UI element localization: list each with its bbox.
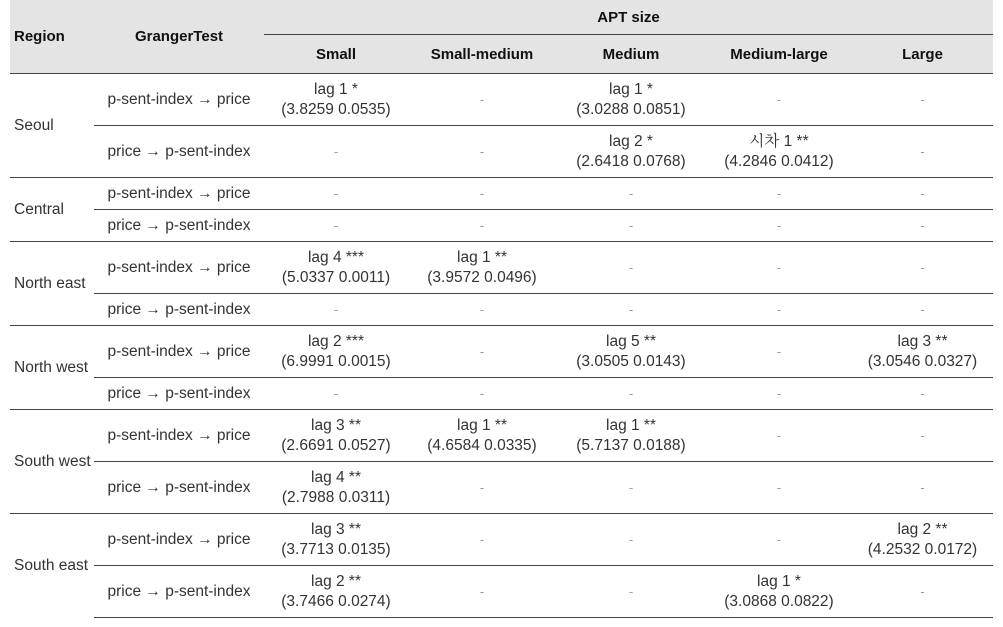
result-cell bbox=[408, 378, 556, 410]
granger-test-label: price → p-sent-index bbox=[94, 462, 264, 514]
f-stat-p-value: (3.7713 0.0135) bbox=[281, 540, 391, 558]
result-cell bbox=[556, 242, 706, 294]
result-cell bbox=[264, 74, 408, 126]
empty-dash: - bbox=[920, 427, 925, 443]
region-name: Central bbox=[10, 178, 94, 242]
lag-significance: lag 2 *** bbox=[307, 332, 364, 350]
result-cell bbox=[852, 210, 993, 242]
empty-dash: - bbox=[628, 531, 634, 547]
empty-dash: - bbox=[479, 343, 485, 359]
result-cell bbox=[706, 294, 852, 326]
table-row bbox=[10, 462, 993, 514]
result-cell bbox=[408, 514, 556, 566]
lag-significance: 시차 1 ** bbox=[749, 132, 809, 150]
table-row bbox=[10, 126, 993, 178]
result-cell bbox=[706, 326, 852, 378]
f-stat-p-value: (3.0868 0.0822) bbox=[724, 592, 834, 610]
lag-significance: lag 1 ** bbox=[457, 416, 507, 434]
result-cell bbox=[556, 126, 706, 178]
result-cell bbox=[408, 74, 556, 126]
result-cell bbox=[556, 178, 706, 210]
result-cell bbox=[264, 178, 408, 210]
empty-dash: - bbox=[776, 427, 782, 443]
table-row bbox=[10, 326, 993, 378]
empty-dash: - bbox=[628, 259, 634, 275]
table-row bbox=[10, 74, 993, 126]
result-cell bbox=[706, 514, 852, 566]
result-cell bbox=[264, 242, 408, 294]
granger-test-label: p-sent-index → price bbox=[94, 74, 264, 126]
granger-test-label: p-sent-index → price bbox=[94, 326, 264, 378]
result-cell bbox=[264, 566, 408, 618]
result-cell bbox=[556, 514, 706, 566]
header-apt-size: APT size bbox=[264, 0, 993, 35]
f-stat-p-value: (3.7466 0.0274) bbox=[281, 592, 391, 610]
lag-significance: lag 1 ** bbox=[606, 416, 656, 434]
result-cell bbox=[264, 210, 408, 242]
empty-dash: - bbox=[776, 385, 782, 401]
lag-significance: lag 3 ** bbox=[311, 520, 361, 538]
empty-dash: - bbox=[776, 301, 782, 317]
f-stat-p-value: (3.9572 0.0496) bbox=[427, 268, 537, 286]
result-cell bbox=[852, 462, 993, 514]
empty-dash: - bbox=[333, 217, 339, 233]
result-cell bbox=[408, 126, 556, 178]
result-cell bbox=[408, 410, 556, 462]
table-row bbox=[10, 514, 993, 566]
result-cell bbox=[852, 378, 993, 410]
f-stat-p-value: (4.2532 0.0172) bbox=[867, 540, 978, 558]
table-row bbox=[10, 378, 993, 410]
result-cell bbox=[408, 294, 556, 326]
f-stat-p-value: (4.2846 0.0412) bbox=[724, 152, 834, 170]
empty-dash: - bbox=[628, 479, 634, 495]
empty-dash: - bbox=[920, 185, 925, 201]
empty-dash: - bbox=[479, 385, 485, 401]
empty-dash: - bbox=[479, 91, 485, 107]
region-name: South east bbox=[10, 514, 94, 618]
empty-dash: - bbox=[920, 259, 925, 275]
result-cell bbox=[408, 462, 556, 514]
empty-dash: - bbox=[628, 217, 634, 233]
granger-test-label: p-sent-index → price bbox=[94, 410, 264, 462]
result-cell bbox=[706, 378, 852, 410]
table-row bbox=[10, 410, 993, 462]
region-name: North west bbox=[10, 326, 94, 410]
f-stat-p-value: (5.7137 0.0188) bbox=[576, 436, 686, 454]
table-row bbox=[10, 294, 993, 326]
empty-dash: - bbox=[479, 479, 485, 495]
result-cell bbox=[852, 74, 993, 126]
empty-dash: - bbox=[776, 259, 782, 275]
result-cell bbox=[264, 126, 408, 178]
f-stat-p-value: (2.6691 0.0527) bbox=[281, 436, 391, 454]
f-stat-p-value: (3.0288 0.0851) bbox=[576, 100, 686, 118]
empty-dash: - bbox=[479, 583, 485, 599]
result-cell bbox=[264, 378, 408, 410]
lag-significance: lag 2 ** bbox=[311, 572, 361, 590]
empty-dash: - bbox=[920, 385, 925, 401]
region-name: North east bbox=[10, 242, 94, 326]
result-cell bbox=[264, 326, 408, 378]
empty-dash: - bbox=[333, 143, 339, 159]
granger-test-label: p-sent-index → price bbox=[94, 514, 264, 566]
lag-significance: lag 2 ** bbox=[897, 520, 948, 538]
result-cell bbox=[852, 178, 993, 210]
result-cell bbox=[408, 326, 556, 378]
empty-dash: - bbox=[776, 343, 782, 359]
empty-dash: - bbox=[776, 479, 782, 495]
result-cell bbox=[852, 242, 993, 294]
f-stat-p-value: (6.9991 0.0015) bbox=[281, 352, 391, 370]
result-cell bbox=[408, 178, 556, 210]
lag-significance: lag 4 *** bbox=[307, 248, 364, 266]
empty-dash: - bbox=[776, 185, 782, 201]
result-cell bbox=[408, 242, 556, 294]
lag-significance: lag 5 ** bbox=[606, 332, 656, 350]
header-size-small: Small bbox=[264, 35, 408, 74]
result-cell bbox=[556, 410, 706, 462]
result-cell bbox=[556, 294, 706, 326]
result-cell bbox=[852, 410, 993, 462]
result-cell bbox=[556, 210, 706, 242]
result-cell bbox=[852, 126, 993, 178]
granger-test-label: p-sent-index → price bbox=[94, 242, 264, 294]
empty-dash: - bbox=[776, 217, 782, 233]
empty-dash: - bbox=[920, 301, 925, 317]
empty-dash: - bbox=[479, 531, 485, 547]
region-name: Seoul bbox=[10, 74, 94, 178]
lag-significance: lag 1 * bbox=[609, 80, 653, 98]
result-cell bbox=[706, 74, 852, 126]
f-stat-p-value: (2.6418 0.0768) bbox=[576, 152, 686, 170]
empty-dash: - bbox=[776, 91, 782, 107]
result-cell bbox=[556, 74, 706, 126]
header-size-medium: Medium bbox=[556, 35, 706, 74]
result-cell bbox=[706, 566, 852, 618]
empty-dash: - bbox=[479, 185, 485, 201]
empty-dash: - bbox=[333, 185, 339, 201]
result-cell bbox=[852, 566, 993, 618]
f-stat-p-value: (5.0337 0.0011) bbox=[281, 268, 391, 286]
result-cell bbox=[852, 514, 993, 566]
empty-dash: - bbox=[479, 301, 485, 317]
result-cell bbox=[408, 566, 556, 618]
empty-dash: - bbox=[920, 217, 925, 233]
empty-dash: - bbox=[628, 301, 634, 317]
granger-test-label: price → p-sent-index bbox=[94, 566, 264, 618]
empty-dash: - bbox=[920, 143, 925, 159]
f-stat-p-value: (3.0546 0.0327) bbox=[867, 352, 978, 370]
f-stat-p-value: (3.8259 0.0535) bbox=[281, 100, 391, 118]
table-body bbox=[10, 74, 993, 618]
f-stat-p-value: (3.0505 0.0143) bbox=[576, 352, 686, 370]
lag-significance: lag 1 * bbox=[757, 572, 801, 590]
lag-significance: lag 1 ** bbox=[457, 248, 507, 266]
empty-dash: - bbox=[628, 583, 634, 599]
result-cell bbox=[264, 514, 408, 566]
result-cell bbox=[556, 326, 706, 378]
granger-test-label: price → p-sent-index bbox=[94, 294, 264, 326]
table-row bbox=[10, 242, 993, 294]
region-name: South west bbox=[10, 410, 94, 514]
table-row bbox=[10, 210, 993, 242]
result-cell bbox=[706, 462, 852, 514]
lag-significance: lag 3 ** bbox=[897, 332, 948, 350]
granger-test-label: p-sent-index → price bbox=[94, 178, 264, 210]
granger-test-label: price → p-sent-index bbox=[94, 378, 264, 410]
empty-dash: - bbox=[920, 479, 925, 495]
lag-significance: lag 2 * bbox=[609, 132, 653, 150]
table-row bbox=[10, 178, 993, 210]
table-row bbox=[10, 566, 993, 618]
result-cell bbox=[706, 242, 852, 294]
result-cell bbox=[264, 462, 408, 514]
granger-table bbox=[10, 0, 993, 618]
result-cell bbox=[556, 566, 706, 618]
empty-dash: - bbox=[333, 385, 339, 401]
result-cell bbox=[706, 410, 852, 462]
granger-test-label: price → p-sent-index bbox=[94, 210, 264, 242]
empty-dash: - bbox=[479, 217, 485, 233]
lag-significance: lag 4 ** bbox=[311, 468, 361, 486]
empty-dash: - bbox=[628, 185, 634, 201]
lag-significance: lag 1 * bbox=[314, 80, 358, 98]
empty-dash: - bbox=[333, 301, 339, 317]
header-granger: GrangerTest bbox=[94, 0, 264, 74]
header-size-small-medium: Small-medium bbox=[408, 35, 556, 74]
empty-dash: - bbox=[776, 531, 782, 547]
result-cell bbox=[706, 126, 852, 178]
empty-dash: - bbox=[479, 143, 485, 159]
empty-dash: - bbox=[920, 583, 925, 599]
empty-dash: - bbox=[920, 91, 925, 107]
lag-significance: lag 3 ** bbox=[311, 416, 361, 434]
result-cell bbox=[706, 178, 852, 210]
f-stat-p-value: (4.6584 0.0335) bbox=[427, 436, 537, 454]
result-cell bbox=[408, 210, 556, 242]
result-cell bbox=[556, 378, 706, 410]
result-cell bbox=[852, 326, 993, 378]
result-cell bbox=[556, 462, 706, 514]
empty-dash: - bbox=[628, 385, 634, 401]
header-region: Region bbox=[10, 0, 94, 74]
header-size-large: Large bbox=[852, 35, 993, 74]
f-stat-p-value: (2.7988 0.0311) bbox=[281, 488, 391, 506]
result-cell bbox=[852, 294, 993, 326]
header-size-medium-large: Medium-large bbox=[706, 35, 852, 74]
result-cell bbox=[706, 210, 852, 242]
result-cell bbox=[264, 294, 408, 326]
granger-test-label: price → p-sent-index bbox=[94, 126, 264, 178]
result-cell bbox=[264, 410, 408, 462]
